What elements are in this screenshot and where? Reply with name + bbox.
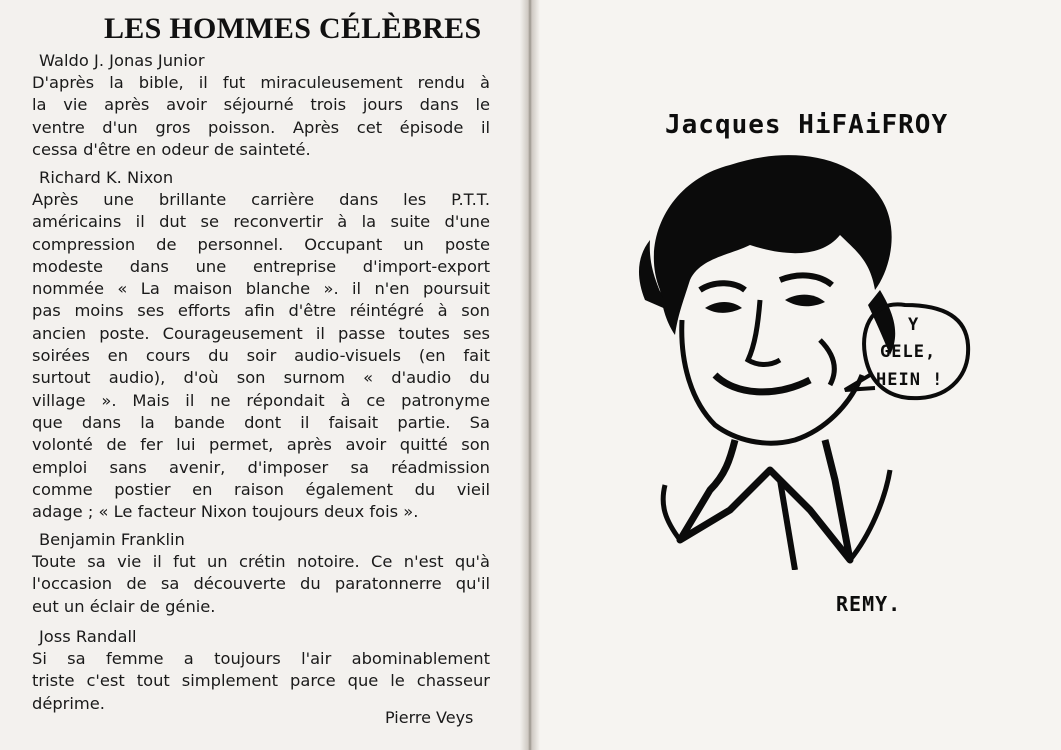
text-line: cessa d'être en odeur de sainteté. bbox=[32, 139, 311, 159]
text-line: la vie après avoir séjourné trois jours dans le bbox=[32, 95, 490, 115]
text-line: américains il dut se reconvertir à la suite d'une bbox=[32, 212, 490, 232]
speech-line-2: GELE, bbox=[880, 342, 937, 362]
text-line: triste c'est tout simplement parce que le chasseur bbox=[32, 671, 490, 691]
text-line: déprime. bbox=[32, 693, 105, 713]
caricature-title: Jacques HiFAiFROY bbox=[665, 110, 949, 140]
entry-text bbox=[32, 72, 490, 161]
text-line: adage ; « Le facteur Nixon toujours deux fois ». bbox=[32, 502, 419, 522]
text-line: nommée « La maison blanche ». il n'en poursuit bbox=[32, 279, 490, 299]
entry-randall bbox=[32, 626, 490, 715]
text-line: pas moins ses efforts afin d'être réintégré à son bbox=[32, 301, 490, 321]
artist-signature: REMY. bbox=[836, 592, 902, 616]
text-line: ancien poste. Courageusement il passe toutes ses bbox=[32, 323, 490, 343]
entry-text bbox=[32, 189, 490, 523]
entry-name: Joss Randall bbox=[39, 627, 137, 646]
entry-name: Richard K. Nixon bbox=[39, 168, 174, 187]
text-line: Après une brillante carrière dans les P.T.T. bbox=[32, 190, 490, 209]
text-line: modeste dans une entreprise d'import-export bbox=[32, 256, 490, 276]
text-line: emploi sans avenir, d'imposer sa réadmission bbox=[32, 457, 490, 477]
speech-line-3: HEIN ! bbox=[876, 370, 944, 390]
text-line: Si sa femme a toujours l'air abominablement bbox=[32, 649, 490, 668]
text-line: village ». Mais il ne répondait à ce patronyme bbox=[32, 390, 490, 410]
entry-text bbox=[32, 648, 490, 715]
text-line: soirées en cours du soir audio-visuels (en fait bbox=[32, 346, 490, 366]
text-line: volonté de fer lui permet, après avoir quitté son bbox=[32, 435, 490, 455]
text-line: D'après la bible, il fut miraculeusement rendu à bbox=[32, 73, 490, 92]
author-signature: Pierre Veys bbox=[385, 708, 474, 727]
text-line: l'occasion de sa découverte du paratonnerre qu'il bbox=[32, 574, 490, 594]
text-line: que dans la bande dont il faisait partie. Sa bbox=[32, 412, 490, 432]
page-title: LES HOMMES CÉLÈBRES bbox=[104, 12, 482, 45]
entry-nixon bbox=[32, 167, 490, 523]
left-page bbox=[0, 0, 528, 750]
entry-name: Waldo J. Jonas Junior bbox=[39, 51, 205, 70]
entry-name: Benjamin Franklin bbox=[39, 530, 185, 549]
text-line: Toute sa vie il fut un crétin notoire. Ce n'est qu'à bbox=[32, 552, 490, 571]
text-line: eut un éclair de génie. bbox=[32, 596, 216, 616]
speech-line-1: Y bbox=[908, 315, 920, 335]
entry-waldo bbox=[32, 50, 490, 161]
text-line: ventre d'un gros poisson. Après cet épisode il bbox=[32, 117, 490, 137]
book-spine bbox=[520, 0, 540, 750]
entry-franklin bbox=[32, 529, 490, 618]
entry-text bbox=[32, 551, 490, 618]
text-line: comme postier en raison également du vieil bbox=[32, 479, 490, 499]
text-line: surtout audio), d'où son surnom « d'audio du bbox=[32, 368, 490, 388]
text-line: compression de personnel. Occupant un poste bbox=[32, 234, 490, 254]
